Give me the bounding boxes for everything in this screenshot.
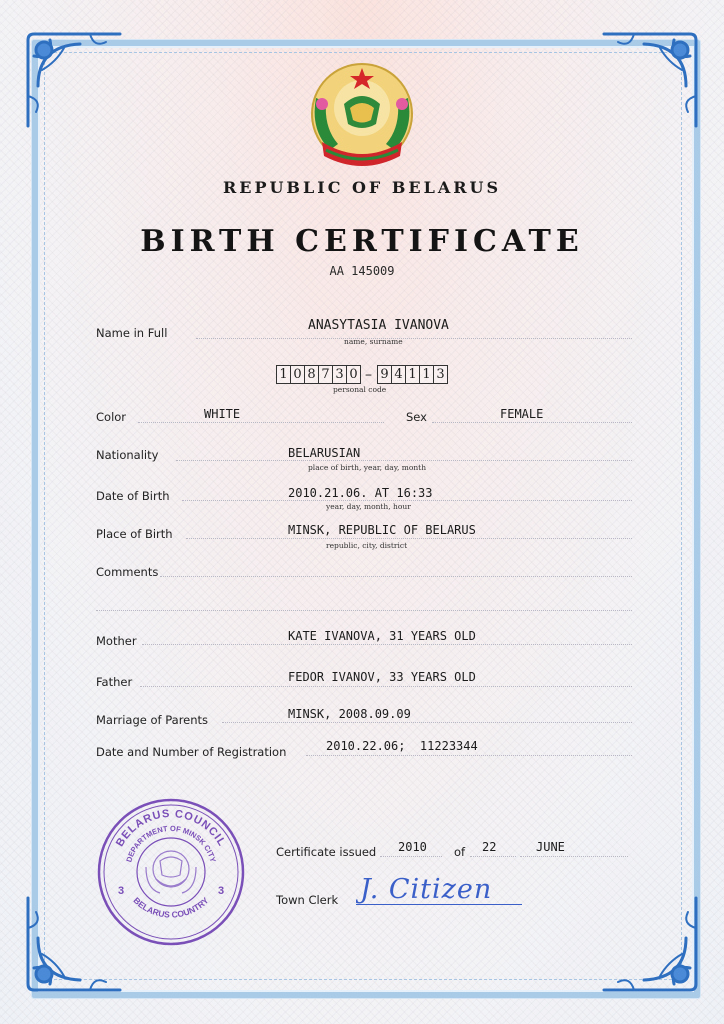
issued-year: 2010 — [398, 840, 427, 854]
personal-code — [276, 365, 447, 384]
stamp-number-left: 3 — [118, 885, 125, 897]
issued-day-line — [470, 856, 516, 857]
birth-place-label: Place of Birth — [96, 527, 173, 541]
birth-date-value: 2010.21.06. AT 16:33 — [288, 486, 433, 500]
official-stamp — [96, 797, 246, 947]
issued-month-line — [520, 856, 628, 857]
name-line — [196, 338, 632, 339]
code-digit: 0 — [290, 365, 305, 384]
issued-year-line — [380, 856, 442, 857]
father-line — [140, 686, 632, 687]
stamp-top-text: BELARUS COUNCIL — [113, 807, 229, 849]
code-digit: 1 — [405, 365, 420, 384]
marriage-value: MINSK, 2008.09.09 — [288, 707, 411, 721]
registration-label: Date and Number of Registration — [96, 745, 287, 759]
stamp-emblem-icon — [146, 851, 196, 893]
nationality-hint: place of birth, year, day, month — [308, 463, 427, 472]
color-label: Color — [96, 410, 127, 424]
color-line — [138, 422, 384, 423]
stamp-bottom-text: BELARUS COUNTRY — [131, 895, 211, 920]
code-digit: 1 — [419, 365, 434, 384]
republic-heading: REPUBLIC OF BELARUS — [222, 178, 502, 197]
code-separator: – — [365, 366, 372, 383]
clerk-label: Town Clerk — [276, 893, 339, 907]
mother-value: KATE IVANOVA, 31 YEARS OLD — [288, 629, 476, 643]
birth-date-line — [182, 500, 632, 501]
mother-label: Mother — [96, 634, 137, 648]
comments-label: Comments — [96, 565, 159, 579]
personal-code-hint: personal code — [333, 385, 387, 394]
issued-month: JUNE — [536, 840, 565, 854]
code-digit: 1 — [276, 365, 291, 384]
nationality-value: BELARUSIAN — [288, 446, 361, 460]
svg-text:BELARUS COUNTRY — [131, 895, 210, 920]
comments-line — [160, 576, 632, 577]
color-value: WHITE — [204, 407, 241, 421]
code-digit: 7 — [318, 365, 333, 384]
code-digit: 0 — [346, 365, 361, 384]
sex-line — [432, 422, 632, 423]
mother-line — [142, 644, 632, 645]
birth-place-value: MINSK, REPUBLIC OF BELARUS — [288, 523, 476, 537]
birth-date-label: Date of Birth — [96, 489, 170, 503]
signature — [356, 864, 526, 908]
document-title: BIRTH CERTIFICATE — [140, 224, 584, 259]
father-value: FEDOR IVANOV, 33 YEARS OLD — [288, 670, 476, 684]
name-value: ANASYTASIA IVANOVA — [308, 318, 449, 333]
serial-number: AA 145009 — [329, 264, 395, 278]
name-label: Name in Full — [96, 326, 168, 340]
stamp-inner-text: DEPARTMENT OF MINSK CITY — [124, 823, 218, 864]
corner-ornament-icon — [20, 26, 130, 136]
birth-date-hint: year, day, month, hour — [326, 502, 411, 511]
marriage-label: Marriage of Parents — [96, 713, 209, 727]
sex-value: FEMALE — [500, 407, 544, 421]
father-label: Father — [96, 675, 133, 689]
code-digit: 3 — [433, 365, 448, 384]
nationality-line — [176, 460, 632, 461]
code-digit: 3 — [332, 365, 347, 384]
stamp-number-right: 3 — [218, 885, 225, 897]
registration-line — [306, 755, 632, 756]
code-digit: 9 — [377, 365, 392, 384]
corner-ornament-icon — [594, 888, 704, 998]
national-emblem-icon — [304, 58, 420, 174]
issued-of-label: of — [454, 845, 466, 859]
section-divider — [96, 610, 632, 611]
registration-value: 2010.22.06; 11223344 — [326, 739, 478, 753]
code-digit: 8 — [304, 365, 319, 384]
corner-ornament-icon — [594, 26, 704, 136]
nationality-label: Nationality — [96, 448, 159, 462]
name-hint: name, surname — [344, 337, 403, 346]
code-digit: 4 — [391, 365, 406, 384]
issued-label: Certificate issued — [276, 845, 377, 859]
birth-place-hint: republic, city, district — [326, 541, 408, 550]
sex-label: Sex — [406, 410, 427, 424]
marriage-line — [222, 722, 632, 723]
signature-text: J. Citizen — [360, 874, 493, 905]
issued-day: 22 — [482, 840, 497, 854]
birth-place-line — [186, 538, 632, 539]
